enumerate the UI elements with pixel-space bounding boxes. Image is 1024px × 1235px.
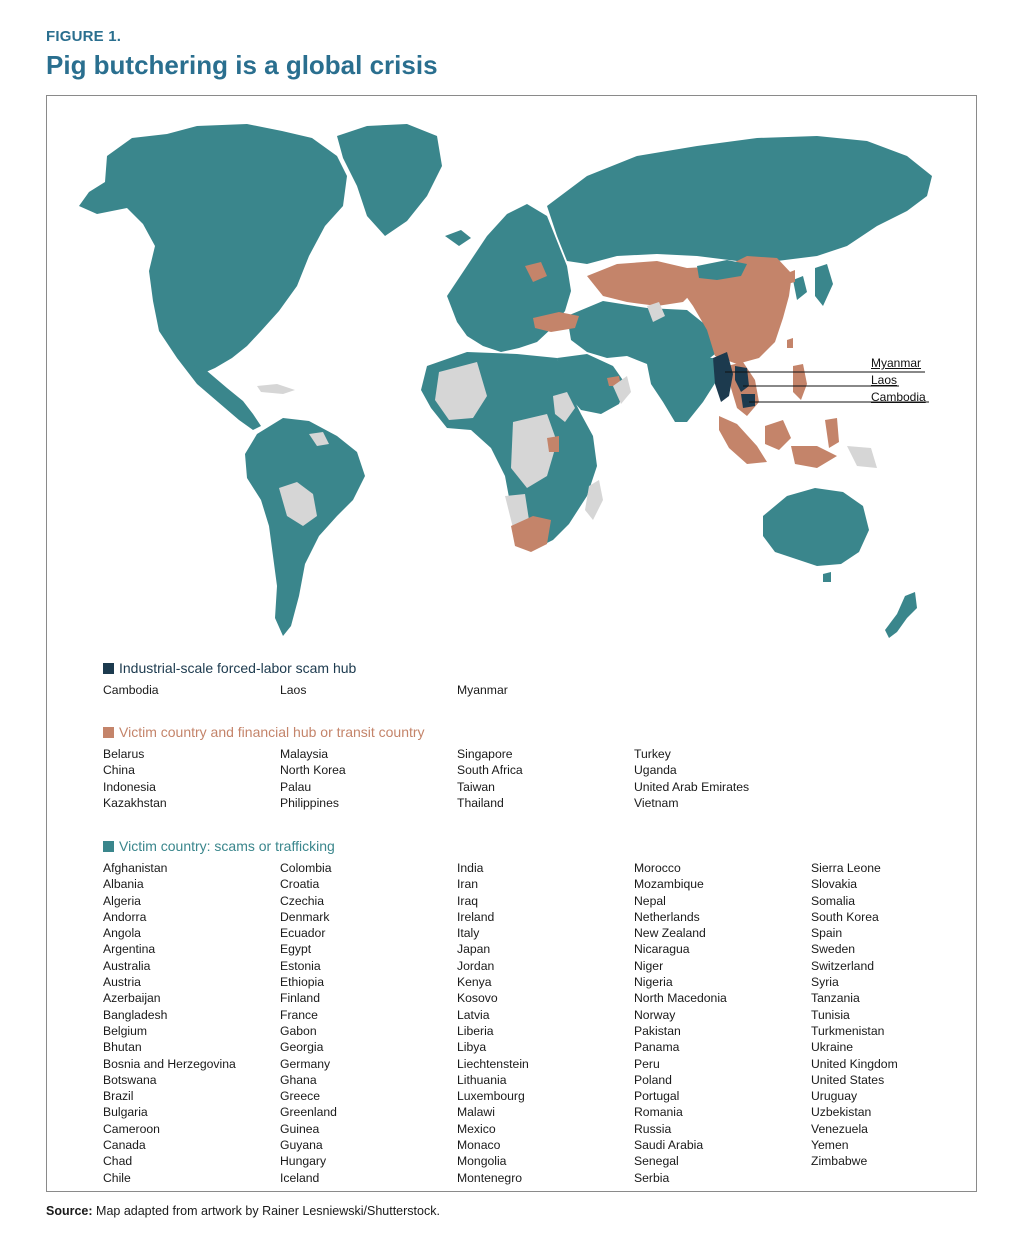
country-item: Australia (103, 958, 151, 973)
country-item: Netherlands (634, 909, 700, 924)
region-philippines (793, 364, 807, 400)
grid-spacer (811, 746, 988, 762)
country-item: Turkmenistan (811, 1023, 885, 1038)
grid-spacer (811, 762, 988, 778)
region-cambodia (741, 394, 755, 408)
figure-frame (46, 95, 977, 1192)
country-item: Jordan (457, 958, 495, 973)
figure-title: Pig butchering is a global crisis (46, 50, 438, 80)
country-item: Kazakhstan (103, 795, 167, 810)
country-item: North Macedonia (634, 991, 727, 1006)
country-item: Mozambique (634, 877, 704, 892)
country-item: Ireland (457, 909, 495, 924)
country-item: Bhutan (103, 1040, 142, 1055)
source-text: Map adapted from artwork by Rainer Lesniewski/Shutterstock. (96, 1204, 440, 1218)
country-item: Georgia (280, 1040, 324, 1055)
legend-transit-list (103, 746, 963, 811)
country-item: Nepal (634, 893, 666, 908)
country-item: Ghana (280, 1072, 317, 1087)
country-item: Cameroon (103, 1121, 160, 1136)
country-item: Tanzania (811, 991, 860, 1006)
country-item: Belgium (103, 1023, 148, 1038)
country-item: Somalia (811, 893, 856, 908)
country-item: Tunisia (811, 1007, 850, 1022)
country-item: Egypt (280, 942, 312, 957)
country-item: Iraq (457, 893, 479, 908)
legend-transit (103, 724, 963, 811)
legend-victim (103, 838, 963, 1186)
country-item: Liechtenstein (457, 1056, 529, 1071)
country-item: Bosnia and Herzegovina (103, 1056, 236, 1071)
country-item: Gabon (280, 1023, 317, 1038)
country-item: Angola (103, 926, 141, 941)
country-item: Finland (280, 991, 320, 1006)
country-item: Argentina (103, 942, 156, 957)
region-russia (547, 136, 932, 264)
region-greenland (337, 124, 442, 236)
country-item: Azerbaijan (103, 991, 161, 1006)
region-tasmania (823, 572, 831, 582)
country-item: Chad (103, 1154, 133, 1169)
country-item: Liberia (457, 1023, 494, 1038)
country-item: Chile (103, 1170, 131, 1185)
country-item: Italy (457, 926, 480, 941)
country-item: Greenland (280, 1105, 337, 1120)
region-caribbean (257, 384, 295, 394)
country-item: Russia (634, 1121, 672, 1136)
region-png (847, 446, 877, 468)
country-item: Peru (634, 1056, 660, 1071)
legend-hub-title: Industrial-scale forced-labor scam hub (119, 660, 357, 676)
country-item: South Africa (457, 763, 523, 778)
legend-transit-swatch (103, 727, 114, 738)
country-item: Malawi (457, 1105, 495, 1120)
country-item: Malaysia (280, 747, 329, 761)
country-item: Morocco (634, 861, 681, 875)
country-item: Lithuania (457, 1072, 507, 1087)
country-item: Latvia (457, 1007, 490, 1022)
country-item: Syria (811, 975, 839, 990)
callout-cambodia: Cambodia (871, 390, 926, 404)
country-item: Brazil (103, 1089, 134, 1104)
region-uganda (547, 436, 559, 452)
region-india (647, 356, 717, 422)
country-item: Albania (103, 877, 144, 892)
callout-myanmar: Myanmar (871, 356, 922, 370)
country-item: Bangladesh (103, 1007, 168, 1022)
country-item: France (280, 1007, 318, 1022)
country-item: Saudi Arabia (634, 1138, 704, 1153)
country-item: Mongolia (457, 1154, 507, 1169)
country-item: Spain (811, 926, 843, 941)
source-label: Source: (46, 1204, 93, 1218)
country-item: Venezuela (811, 1121, 868, 1136)
legend-transit-header (103, 724, 963, 740)
country-item: Denmark (280, 909, 330, 924)
country-item: United Kingdom (811, 1056, 898, 1071)
legend-victim-header (103, 838, 963, 854)
country-item: Luxembourg (457, 1089, 525, 1104)
country-item: Germany (280, 1056, 331, 1071)
country-item: Cambodia (103, 683, 159, 697)
region-south-america (245, 418, 365, 636)
country-item: Croatia (280, 877, 320, 892)
country-item: Pakistan (634, 1023, 681, 1038)
country-item: Monaco (457, 1138, 501, 1153)
source-note (46, 1204, 440, 1218)
country-item (811, 1170, 988, 1186)
country-item: Poland (634, 1072, 672, 1087)
country-item: Ecuador (280, 926, 326, 941)
country-item: Kenya (457, 975, 492, 990)
country-item: United Arab Emirates (634, 779, 750, 794)
country-item: Kosovo (457, 991, 498, 1006)
country-item: Montenegro (457, 1170, 523, 1185)
country-item: Switzerland (811, 958, 874, 973)
country-item: Norway (634, 1007, 676, 1022)
country-item: Palau (280, 779, 312, 794)
country-item: Vietnam (634, 795, 679, 810)
region-north-america (79, 124, 347, 376)
country-item: Uganda (634, 763, 677, 778)
country-item: Algeria (103, 893, 141, 908)
country-item: Canada (103, 1138, 146, 1153)
country-item: Niger (634, 958, 664, 973)
legend-hub-swatch (103, 663, 114, 674)
country-item: Singapore (457, 747, 513, 761)
grid-spacer (811, 779, 988, 795)
region-australia (763, 488, 869, 566)
region-taiwan (787, 338, 793, 348)
country-item: United States (811, 1072, 885, 1087)
country-item: Libya (457, 1040, 487, 1055)
country-item: Ethiopia (280, 975, 325, 990)
region-central-america (177, 358, 261, 430)
callout-laos: Laos (871, 373, 898, 387)
country-item: Guyana (280, 1138, 323, 1153)
legend-hub (103, 660, 963, 698)
country-item: Zimbabwe (811, 1154, 868, 1169)
country-item: Colombia (280, 861, 332, 875)
legend-transit-title: Victim country and financial hub or transit country (119, 724, 425, 740)
country-item: Bulgaria (103, 1105, 148, 1120)
world-map (47, 96, 976, 651)
country-item: Iceland (280, 1170, 320, 1185)
legend-hub-header (103, 660, 963, 676)
country-item: India (457, 861, 484, 875)
country-item: Afghanistan (103, 861, 168, 875)
country-item: Slovakia (811, 877, 858, 892)
legend-victim-list (103, 860, 963, 1186)
country-item: North Korea (280, 763, 346, 778)
country-item: Ukraine (811, 1040, 853, 1055)
legend-victim-swatch (103, 841, 114, 852)
legend-victim-title: Victim country: scams or trafficking (119, 838, 335, 854)
country-item: Estonia (280, 958, 321, 973)
legend-hub-list (103, 682, 963, 698)
country-item: Andorra (103, 909, 147, 924)
country-item: Hungary (280, 1154, 327, 1169)
country-item: Iran (457, 877, 479, 892)
country-item: Nigeria (634, 975, 673, 990)
country-item: Portugal (634, 1089, 680, 1104)
country-item: Philippines (280, 795, 339, 810)
country-item: Nicaragua (634, 942, 690, 957)
country-item: Myanmar (457, 683, 508, 697)
country-item: Sweden (811, 942, 856, 957)
country-item: Taiwan (457, 779, 495, 794)
country-item: Indonesia (103, 779, 156, 794)
country-item: Thailand (457, 795, 504, 810)
grid-spacer (811, 795, 988, 811)
country-item: Guinea (280, 1121, 320, 1136)
region-iceland (445, 230, 471, 246)
country-item: Austria (103, 975, 141, 990)
country-item: Senegal (634, 1154, 679, 1169)
region-malaysia-indonesia (719, 416, 839, 468)
country-item: Laos (280, 683, 307, 697)
country-item: Panama (634, 1040, 680, 1055)
country-item: Japan (457, 942, 491, 957)
country-item: Botswana (103, 1072, 157, 1087)
region-kazakhstan (587, 261, 697, 306)
country-item: Romania (634, 1105, 683, 1120)
region-new-zealand (885, 592, 917, 638)
country-item: Uzbekistan (811, 1105, 872, 1120)
country-item: Turkey (634, 747, 671, 761)
region-korea-japan (793, 264, 833, 306)
country-item: China (103, 763, 135, 778)
country-item: Serbia (634, 1170, 670, 1185)
country-item: Czechia (280, 893, 325, 908)
country-item: New Zealand (634, 926, 706, 941)
figure-label: FIGURE 1. (46, 28, 122, 45)
country-item: Yemen (811, 1138, 849, 1153)
country-item: Belarus (103, 747, 145, 761)
country-item: South Korea (811, 909, 879, 924)
country-item: Greece (280, 1089, 320, 1104)
country-item: Uruguay (811, 1089, 858, 1104)
country-item: Sierra Leone (811, 861, 881, 875)
country-item: Mexico (457, 1121, 496, 1136)
